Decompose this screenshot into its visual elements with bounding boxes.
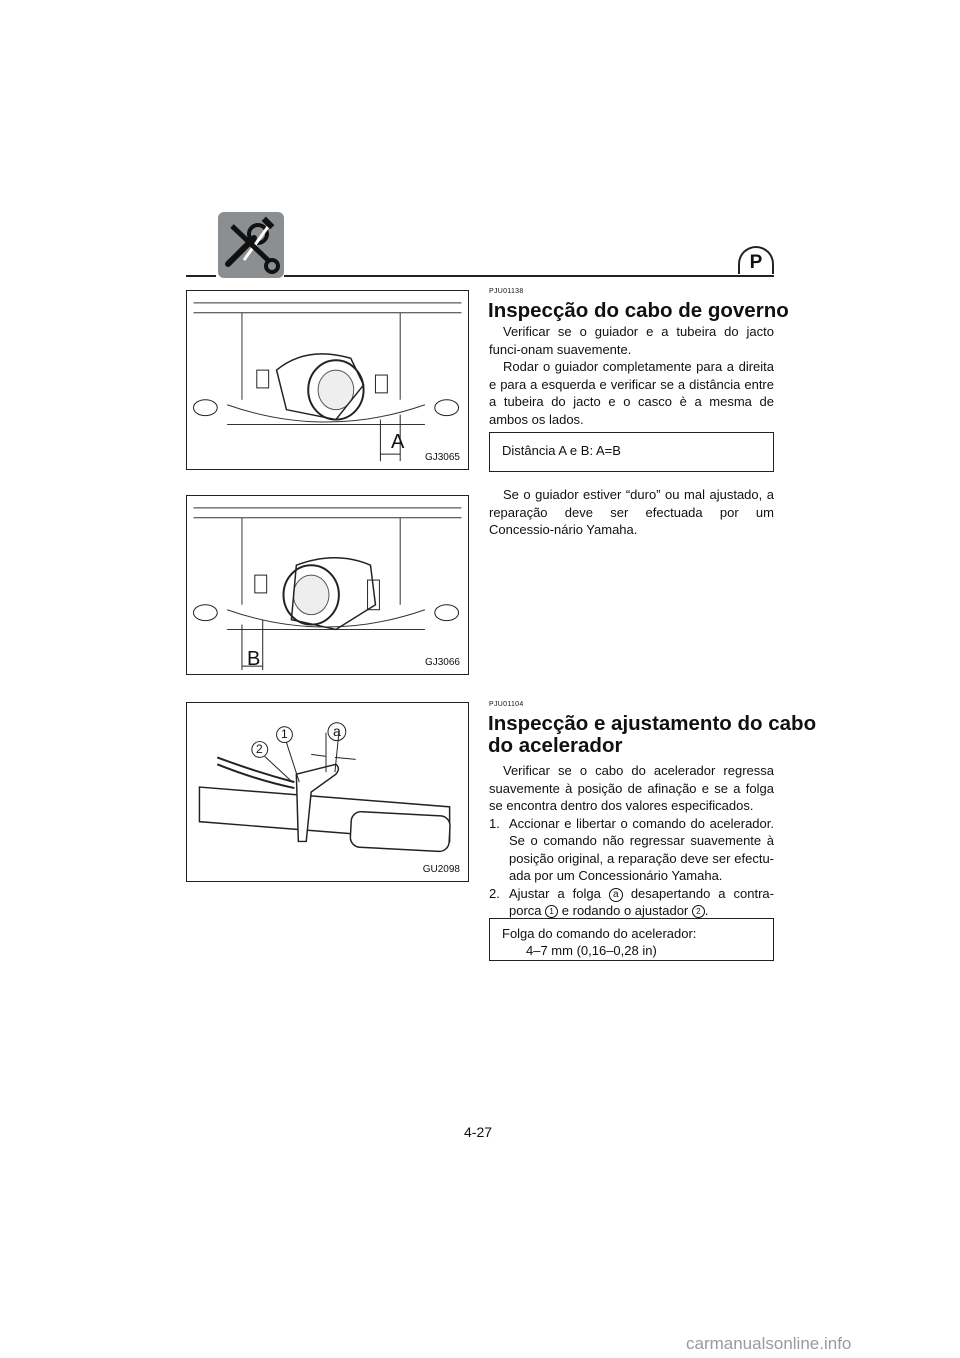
page-number: 4-27 — [464, 1124, 493, 1140]
language-badge: P — [738, 246, 774, 274]
section-ref-code: PJU01104 — [489, 701, 524, 708]
spec-text: Distância A e B: A=B — [502, 443, 621, 458]
paragraph: Verificar se o cabo do acelerador regressa suavemente à posição de afinação e se a folga se encontra dentro dos valores especificados. — [489, 763, 774, 813]
figure-callout-1: 1 — [281, 727, 288, 741]
spec-box — [489, 918, 774, 961]
figure-label-b: B — [247, 648, 261, 670]
paragraph: Rodar o guiador completamente para a direita e para a esquerda e verificar se a distância entre a tubeira do jacto e o casco è a mesma de ambos os lados. — [489, 359, 774, 427]
figure-callout-2: 2 — [256, 742, 263, 756]
figure-code: GU2098 — [422, 864, 460, 875]
section-body — [489, 323, 774, 428]
step-text: desapertando a contra-porca — [509, 885, 774, 918]
header-rule-left — [186, 275, 216, 277]
callout-1-symbol: 1 — [545, 905, 558, 918]
figure-throttle-lever — [186, 702, 469, 882]
figure-callout-a: a — [333, 723, 341, 739]
step-end: . — [704, 903, 709, 918]
figure-code: GJ3066 — [424, 657, 460, 668]
section-title-line2: do acelerador — [488, 734, 623, 757]
step-number: 2. — [489, 885, 500, 901]
callout-a-symbol: a — [609, 888, 623, 902]
step-2 — [489, 885, 774, 920]
section-body — [489, 486, 774, 539]
paragraph: Se o guiador estiver “duro” ou mal ajustado, a reparação deve ser efectuada por um Concessio-nário Yamaha. — [489, 487, 774, 537]
header-rule-right — [284, 275, 774, 277]
tools-icon — [218, 212, 284, 278]
section-body — [489, 762, 774, 920]
callout-2-symbol: 2 — [692, 905, 705, 918]
figure-jet-nozzle-a — [186, 290, 469, 470]
spec-value: 4–7 mm (0,16–0,28 in) — [526, 943, 657, 958]
watermark: carmanualsonline.info — [686, 1334, 852, 1353]
spec-box — [489, 432, 774, 472]
figure-label-a: A — [391, 431, 405, 453]
step-text: Ajustar a folga — [509, 885, 601, 901]
section-title-line1: Inspecção e ajustamento do cabo — [488, 712, 817, 735]
section-ref-code: PJU01138 — [489, 288, 524, 295]
step-1 — [489, 815, 774, 885]
spec-label: Folga do comando do acelerador: — [502, 926, 697, 941]
paragraph: Verificar se o guiador e a tubeira do jacto funci-onam suavemente. — [489, 324, 774, 357]
figure-jet-nozzle-b — [186, 495, 469, 675]
section-title: Inspecção do cabo de governo — [488, 299, 789, 322]
figure-code: GJ3065 — [424, 452, 460, 463]
step-number: 1. — [489, 815, 500, 831]
step-text: e rodando o ajustador — [561, 903, 689, 918]
step-text: Accionar e libertar o comando do acelerador. Se o comando não regressar suavemente à posição original, a reparação deve ser efectu-ada por um Concessionário Yamaha. — [509, 815, 774, 883]
